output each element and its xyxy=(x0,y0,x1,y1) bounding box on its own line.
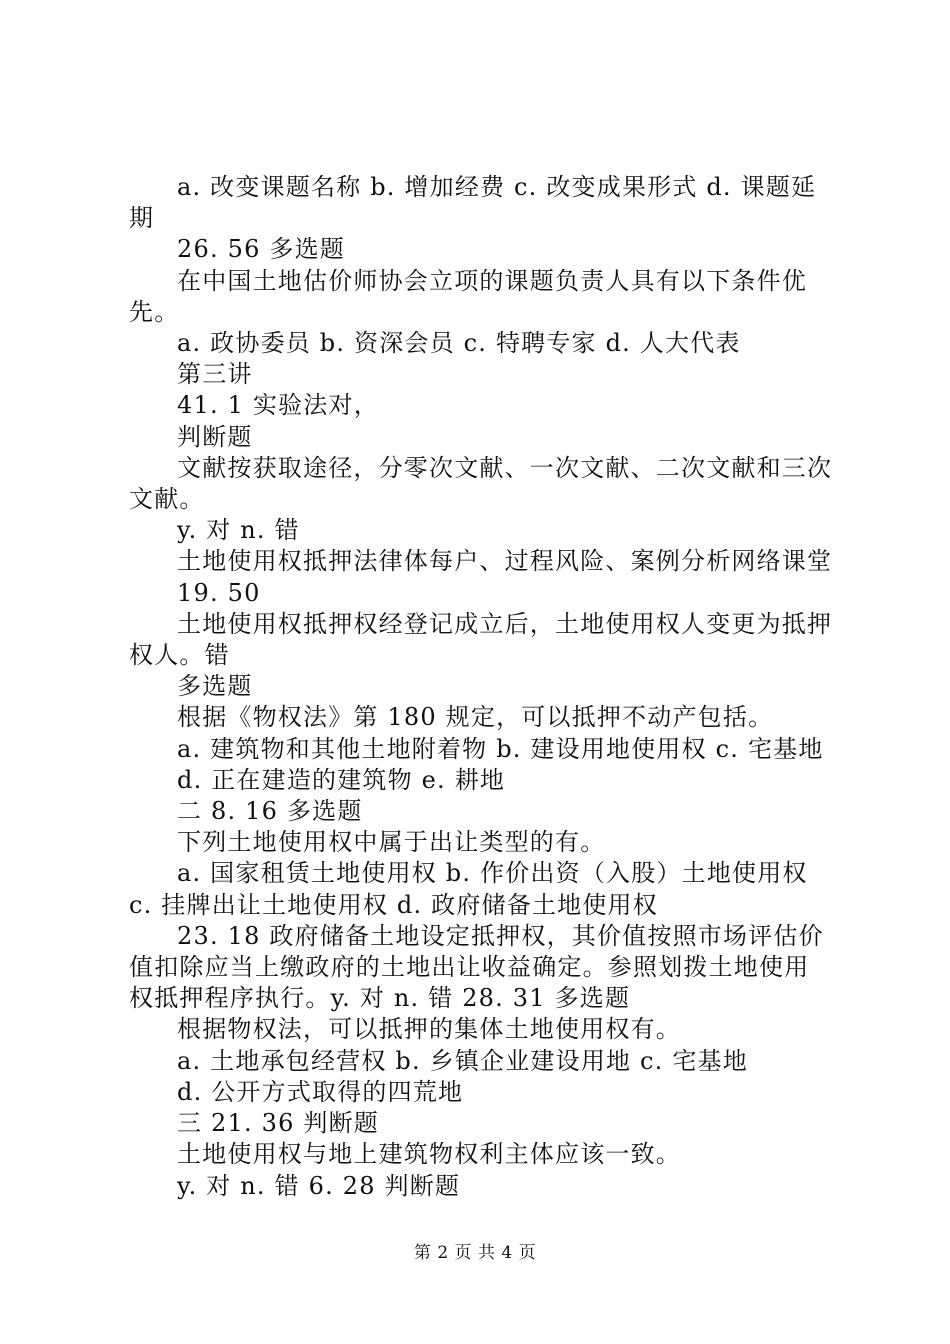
paragraph-23: d. 公开方式取得的四荒地 xyxy=(177,1077,464,1106)
paragraph-5: 第三讲 xyxy=(177,360,253,389)
page-footer xyxy=(0,1242,950,1264)
paragraph-6: 41. 1 实验法对， xyxy=(177,391,379,420)
paragraph-25: 土地使用权与地上建筑物权利主体应该一致。 xyxy=(177,1140,681,1169)
paragraph-10: 土地使用权抵押法律体每户、过程风险、案例分析网络课堂 xyxy=(177,547,833,576)
paragraph-20: 23. 18 政府储备土地设定抵押权，其价值按照市场评估价值扣除应当上缴政府的土地出让收益确定。参照划拨土地使用权抵押程序执行。y. 对 n. 错 28. 31 多选题 xyxy=(129,921,824,1013)
paragraph-11: 19. 50 xyxy=(177,578,261,607)
paragraph-17: 二 8. 16 多选题 xyxy=(177,797,363,826)
paragraph-15: a. 建筑物和其他土地附着物 b. 建设用地使用权 c. 宅基地 xyxy=(177,734,824,763)
document-body xyxy=(129,172,834,1202)
paragraph-3: 在中国土地估价师协会立项的课题负责人具有以下条件优先。 xyxy=(129,266,807,326)
paragraph-7: 判断题 xyxy=(177,422,253,451)
paragraph-13: 多选题 xyxy=(177,672,253,701)
paragraph-1: a. 改变课题名称 b. 增加经费 c. 改变成果形式 d. 课题延期 xyxy=(129,173,817,233)
paragraph-24: 三 21. 36 判断题 xyxy=(177,1109,379,1138)
paragraph-19: a. 国家租赁土地使用权 b. 作价出资（入股）土地使用权 c. 挂牌出让土地使用权 d. 政府储备土地使用权 xyxy=(129,859,808,919)
paragraph-9: y. 对 n. 错 xyxy=(177,516,300,545)
paragraph-16: d. 正在建造的建筑物 e. 耕地 xyxy=(177,765,506,794)
paragraph-2: 26. 56 多选题 xyxy=(177,235,345,264)
paragraph-26: y. 对 n. 错 6. 28 判断题 xyxy=(177,1171,461,1200)
page-number-label: 第 2 页 共 4 页 xyxy=(413,1243,537,1263)
paragraph-8: 文献按获取途径，分零次文献、一次文献、二次文献和三次文献。 xyxy=(129,453,833,514)
paragraph-22: a. 土地承包经营权 b. 乡镇企业建设用地 c. 宅基地 xyxy=(177,1046,748,1075)
paragraph-4: a. 政协委员 b. 资深会员 c. 特聘专家 d. 人大代表 xyxy=(177,329,741,358)
paragraph-12: 土地使用权抵押权经登记成立后，土地使用权人变更为抵押权人。错 xyxy=(129,609,833,670)
paragraph-21: 根据物权法，可以抵押的集体土地使用权有。 xyxy=(177,1015,681,1044)
paragraph-18: 下列土地使用权中属于出让类型的有。 xyxy=(177,828,606,857)
paragraph-14: 根据《物权法》第 180 规定，可以抵押不动产包括。 xyxy=(177,703,774,732)
